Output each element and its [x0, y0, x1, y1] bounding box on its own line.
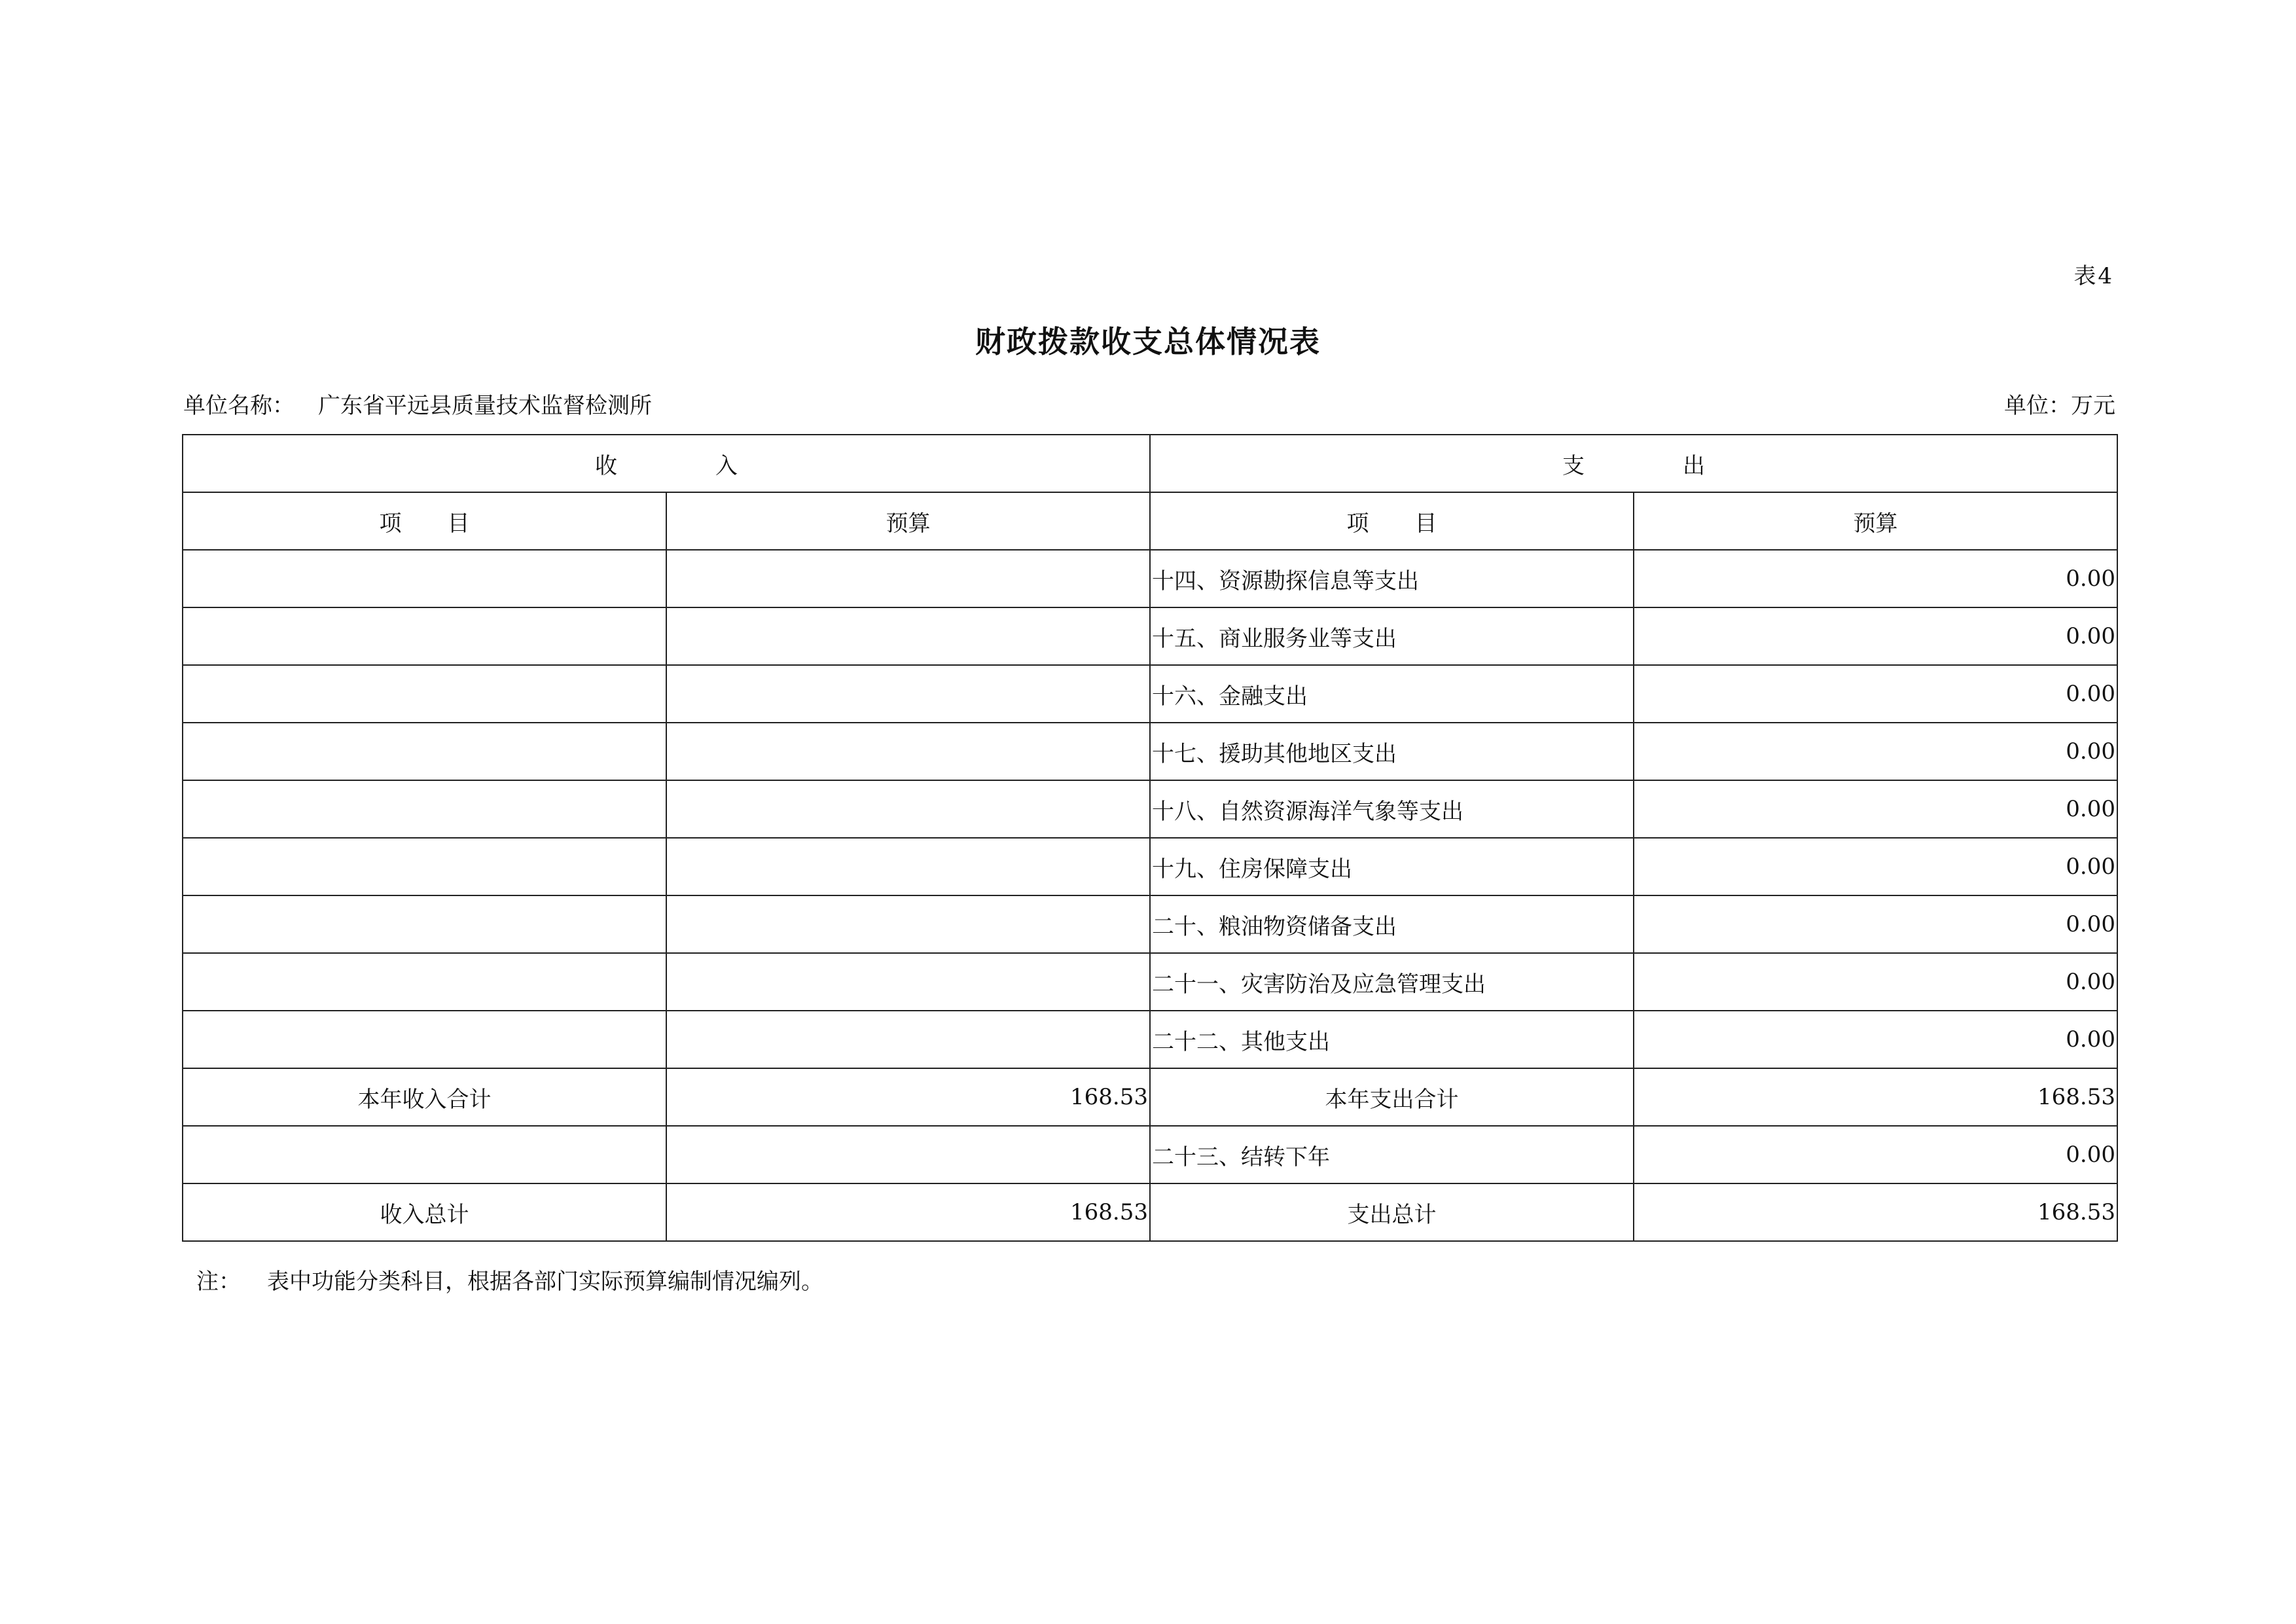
page-title: 财政拨款收支总体情况表 [975, 324, 1321, 359]
expense-budget-cell: 0.00 [1634, 1011, 2117, 1068]
expense-section-header [1150, 435, 2117, 492]
income-item-cell: 本年收入合计 [183, 1068, 666, 1126]
expense-budget-cell: 168.53 [1634, 1068, 2117, 1126]
expense-item-cell: 本年支出合计 [1150, 1068, 1634, 1126]
expense-item-cell: 十七、援助其他地区支出 [1150, 723, 1634, 780]
expense-item-cell: 二十二、其他支出 [1150, 1011, 1634, 1068]
currency-unit: 单位：万元 [2004, 393, 2115, 419]
income-item-cell: 收入总计 [183, 1183, 666, 1241]
total-row [183, 1183, 2117, 1241]
income-budget-cell [666, 780, 1150, 838]
income-budget-cell [666, 1011, 1150, 1068]
column-header-row [183, 492, 2117, 550]
income-budget-cell: 168.53 [666, 1068, 1150, 1126]
income-item-cell [183, 550, 666, 607]
footnote [196, 1263, 823, 1295]
table-row [183, 895, 2117, 953]
table-row [183, 723, 2117, 780]
expense-budget-header: 预算 [1634, 492, 2117, 550]
income-item-cell [183, 780, 666, 838]
income-budget-cell [666, 953, 1150, 1011]
income-budget-cell [666, 1126, 1150, 1183]
table-number: 表4 [2073, 263, 2114, 289]
budget-table [182, 434, 2118, 1242]
income-section-header [183, 435, 1150, 492]
section-header-row [183, 435, 2117, 492]
expense-budget-cell: 0.00 [1634, 607, 2117, 665]
income-budget-cell [666, 895, 1150, 953]
table-row [183, 953, 2117, 1011]
income-item-cell [183, 723, 666, 780]
footnote-label: 注： [196, 1269, 241, 1295]
expense-item-cell: 二十、粮油物资储备支出 [1150, 895, 1634, 953]
income-budget-cell [666, 723, 1150, 780]
table-row [183, 1011, 2117, 1068]
unit-info-row [183, 388, 2115, 418]
income-item-cell [183, 895, 666, 953]
expense-item-cell: 十五、商业服务业等支出 [1150, 607, 1634, 665]
income-item-header [183, 492, 666, 550]
col-item-char-2: 目 [447, 510, 470, 537]
income-item-cell [183, 838, 666, 895]
col-item-char-1: 项 [379, 510, 402, 537]
expense-budget-cell: 168.53 [1634, 1183, 2117, 1241]
col-item-char-1: 项 [1346, 510, 1369, 537]
income-budget-cell: 168.53 [666, 1183, 1150, 1241]
expense-head-char-2: 出 [1683, 452, 1705, 479]
income-item-cell [183, 953, 666, 1011]
unit-name-label: 单位名称： [183, 393, 295, 419]
expense-item-cell: 十四、资源勘探信息等支出 [1150, 550, 1634, 607]
expense-budget-cell: 0.00 [1634, 838, 2117, 895]
unit-name-value: 广东省平远县质量技术监督检测所 [318, 393, 652, 419]
income-budget-header: 预算 [666, 492, 1150, 550]
income-head-char-1: 收 [595, 452, 617, 479]
income-budget-cell [666, 665, 1150, 723]
expense-item-header [1150, 492, 1634, 550]
income-item-cell [183, 607, 666, 665]
col-item-char-2: 目 [1414, 510, 1437, 537]
table-row [183, 838, 2117, 895]
total-row [183, 1068, 2117, 1126]
income-item-cell [183, 1126, 666, 1183]
expense-budget-cell: 0.00 [1634, 953, 2117, 1011]
expense-head-char-1: 支 [1562, 452, 1585, 479]
table-row [183, 665, 2117, 723]
table-row [183, 607, 2117, 665]
table-row [183, 780, 2117, 838]
income-item-cell [183, 1011, 666, 1068]
footnote-text: 表中功能分类科目，根据各部门实际预算编制情况编列。 [267, 1269, 823, 1295]
expense-item-cell: 十八、自然资源海洋气象等支出 [1150, 780, 1634, 838]
expense-budget-cell: 0.00 [1634, 1126, 2117, 1183]
expense-budget-cell: 0.00 [1634, 895, 2117, 953]
expense-item-cell: 十九、住房保障支出 [1150, 838, 1634, 895]
expense-item-cell: 十六、金融支出 [1150, 665, 1634, 723]
expense-item-cell: 支出总计 [1150, 1183, 1634, 1241]
table-row [183, 550, 2117, 607]
income-budget-cell [666, 550, 1150, 607]
expense-budget-cell: 0.00 [1634, 723, 2117, 780]
income-budget-cell [666, 607, 1150, 665]
expense-item-cell: 二十三、结转下年 [1150, 1126, 1634, 1183]
income-item-cell [183, 665, 666, 723]
expense-budget-cell: 0.00 [1634, 665, 2117, 723]
income-budget-cell [666, 838, 1150, 895]
unit-name-block [183, 388, 652, 420]
expense-item-cell: 二十一、灾害防治及应急管理支出 [1150, 953, 1634, 1011]
expense-budget-cell: 0.00 [1634, 550, 2117, 607]
expense-budget-cell: 0.00 [1634, 780, 2117, 838]
income-head-char-2: 入 [715, 452, 738, 479]
table-row [183, 1126, 2117, 1183]
